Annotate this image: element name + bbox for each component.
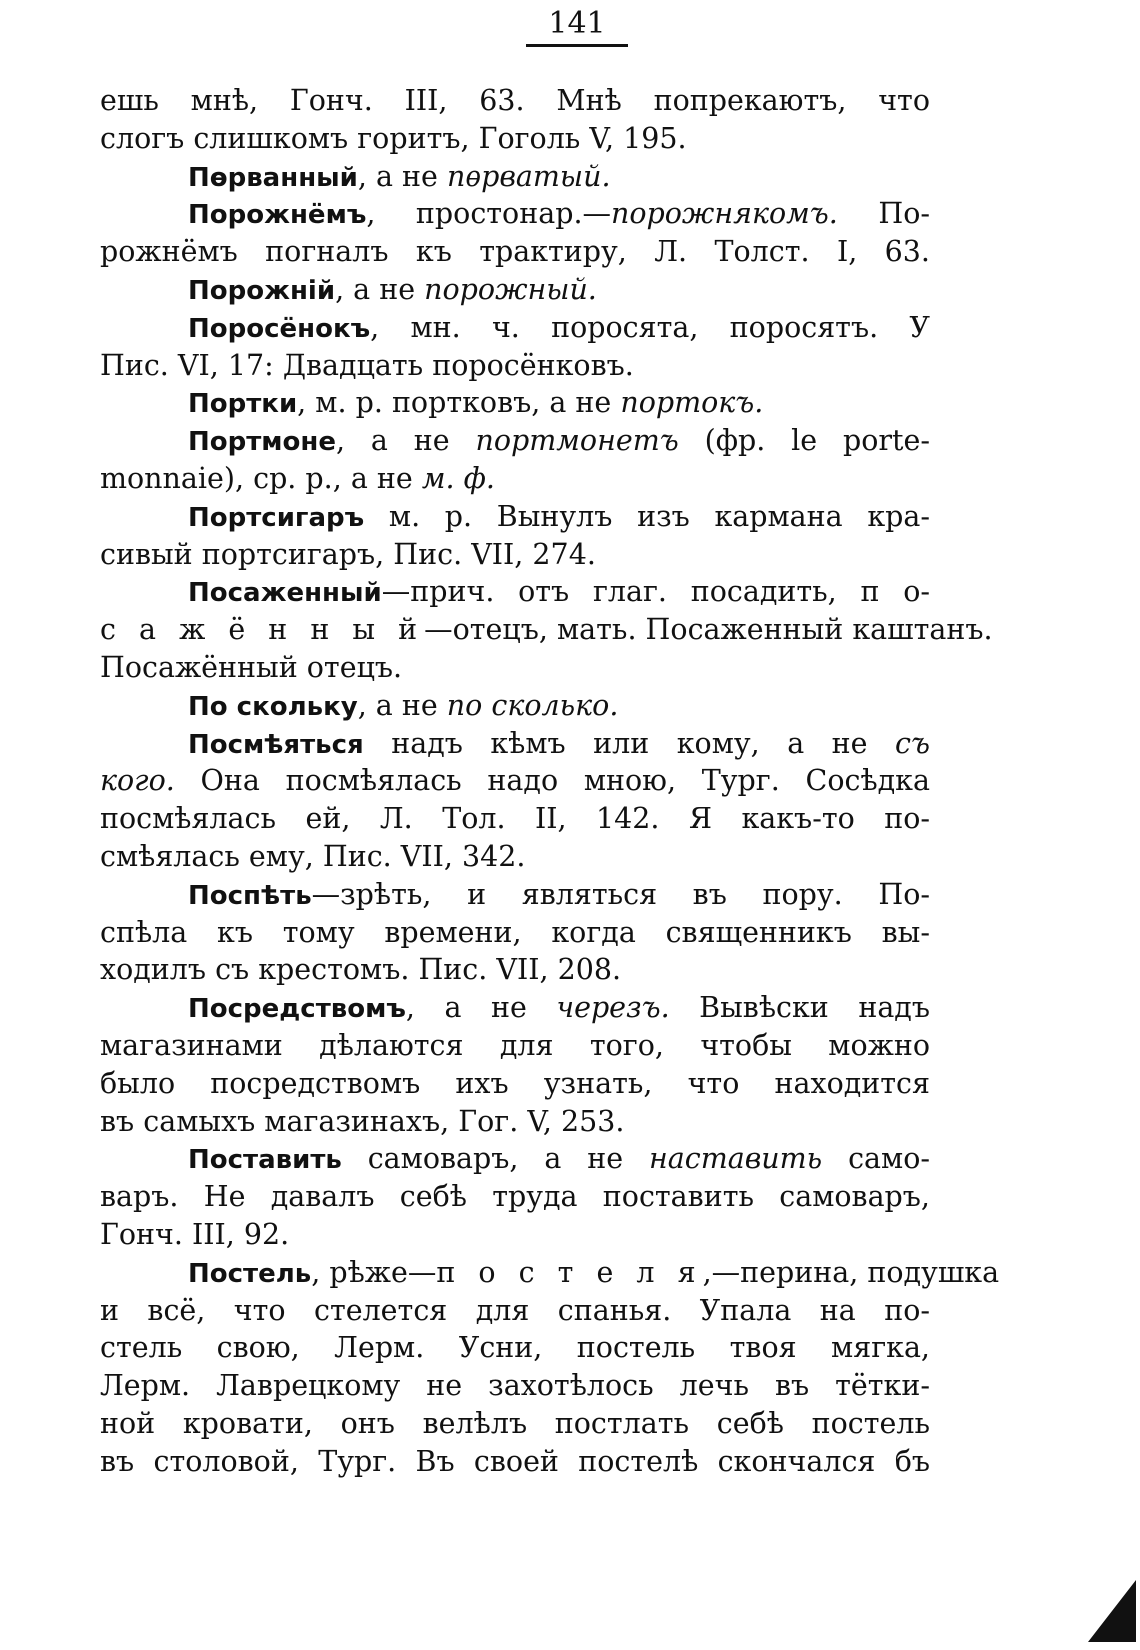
text-segment: (фр. le porte- [678, 424, 930, 458]
text-line [100, 1065, 930, 1103]
headword: Поросёнокъ [188, 313, 371, 344]
spaced-variant: п о с т е л я [436, 1255, 703, 1289]
text-segment: магазинами дѣлаются для того, чтобы можно [100, 1028, 930, 1062]
headword: Портсигаръ [188, 502, 365, 533]
headword: Порожній [188, 275, 336, 306]
text-line [100, 1254, 1000, 1292]
text-segment: По- [837, 197, 930, 231]
text-segment: и всё, что стелется для спанья. Упала на по- [100, 1293, 930, 1327]
text-segment: спѣла къ тому времени, когда священникъ вы- [100, 915, 930, 949]
text-line [100, 233, 930, 271]
headword: Посмѣяться [188, 729, 364, 760]
text-line [100, 876, 930, 914]
text-segment: , а не [357, 159, 447, 193]
text-segment: рожнёмъ погналъ къ трактиру, Л. Толст. I, 63. [100, 235, 930, 269]
incorrect-form: наставить [648, 1142, 823, 1176]
text-line [100, 725, 930, 763]
text-line [100, 120, 930, 158]
text-line [100, 1140, 930, 1178]
text-segment: ,—перина, подушка [702, 1255, 1000, 1289]
text-line [100, 951, 930, 989]
text-segment: Гонч. III, 92. [100, 1217, 290, 1251]
text-segment: , а не [335, 272, 425, 306]
text-segment: сивый портсигаръ, Пис. VII, 274. [100, 537, 596, 571]
text-line [100, 687, 930, 725]
text-segment: м. р. Вынулъ изъ кармана кра- [364, 499, 930, 533]
text-segment: Пис. VI, 17: Двадцать поросёнковъ. [100, 348, 634, 382]
text-line [100, 1292, 930, 1330]
text-segment: надъ кѣмъ или кому, а не [363, 726, 896, 760]
text-segment: monnaie), ср. р., а не [100, 461, 422, 495]
headword: Пѳрванный [188, 162, 358, 193]
text-line [100, 914, 930, 952]
incorrect-form: порожнякомъ. [611, 197, 838, 231]
text-segment: само- [822, 1142, 930, 1176]
text-segment: Она посмѣялась надо мною, Тург. Сосѣдка [174, 764, 930, 798]
text-segment: самоваръ, а не [341, 1142, 649, 1176]
text-segment: варъ. Не давалъ себѣ труда поставить самоваръ, [100, 1180, 930, 1214]
text-segment: въ самыхъ магазинахъ, Гог. V, 253. [100, 1104, 625, 1138]
text-segment: стель свою, Лерм. Усни, постель твоя мягка, [100, 1331, 930, 1365]
text-segment: было посредствомъ ихъ узнать, что находится [100, 1066, 930, 1100]
text-line [100, 1329, 930, 1367]
headword: Посредствомъ [188, 994, 406, 1025]
headword: Порожнёмъ [188, 200, 367, 231]
text-line [100, 800, 930, 838]
text-line [100, 649, 930, 687]
text-line [100, 762, 930, 800]
text-segment: слогъ слишкомъ горитъ, Гоголь V, 195. [100, 121, 687, 155]
text-line [100, 422, 930, 460]
incorrect-form: пѳрватый. [446, 159, 611, 193]
text-line [100, 1443, 930, 1481]
dictionary-text [100, 82, 1000, 1480]
text-segment: , рѣже— [311, 1255, 437, 1289]
incorrect-form: по сколько. [446, 688, 619, 722]
text-line [100, 1103, 930, 1141]
text-segment: , простонар.— [366, 197, 612, 231]
incorrect-form: порожный. [424, 272, 597, 306]
headword: Портмоне [188, 427, 337, 458]
text-line [100, 82, 930, 120]
text-segment: ной кровати, онъ велѣлъ постлать себѣ постель [100, 1406, 930, 1440]
text-line [100, 195, 930, 233]
incorrect-form: кого. [100, 764, 175, 798]
incorrect-form: м. ф. [421, 461, 495, 495]
incorrect-form: черезъ. [556, 991, 670, 1025]
text-line [100, 573, 930, 611]
headword: Поставить [188, 1145, 342, 1176]
text-segment: —отецъ, мать. Посаженный каштанъ. [424, 613, 993, 647]
page-corner-shadow [1088, 1580, 1136, 1642]
headword: Портки [188, 389, 298, 420]
text-segment: , а не [336, 424, 476, 458]
text-line [100, 347, 930, 385]
text-line [100, 611, 993, 649]
text-line [100, 158, 930, 196]
incorrect-form: портокъ. [620, 386, 764, 420]
headword: По скольку [188, 691, 358, 722]
text-line [100, 536, 930, 574]
spaced-variant: с а ж ё н н ы й [100, 613, 425, 647]
page-number: 141 [526, 6, 627, 47]
text-line [100, 460, 930, 498]
text-segment: смѣялась ему, Пис. VII, 342. [100, 839, 526, 873]
text-line [100, 838, 930, 876]
page-header [0, 6, 1140, 47]
text-line [100, 1027, 930, 1065]
text-line [100, 989, 930, 1027]
text-segment: , а не [357, 688, 447, 722]
text-line [100, 271, 930, 309]
headword: Посаженный [188, 578, 382, 609]
text-segment: , а не [405, 991, 557, 1025]
text-segment: Вывѣски надъ [669, 991, 930, 1025]
incorrect-form: портмонетъ [475, 424, 679, 458]
text-segment: —прич. отъ глаг. посадить, п о- [381, 575, 930, 609]
headword: Постель [188, 1258, 312, 1289]
text-segment: ходилъ съ крестомъ. Пис. VII, 208. [100, 953, 622, 987]
headword: Поспѣть [188, 880, 312, 911]
text-segment: —зрѣть, и являться въ пору. По- [311, 877, 930, 911]
text-line [100, 1178, 930, 1216]
text-segment: ешь мнѣ, Гонч. III, 63. Мнѣ попрекаютъ, что [100, 84, 930, 117]
text-segment: посмѣялась ей, Л. Тол. II, 142. Я какъ-то по- [100, 802, 930, 836]
text-line [100, 309, 930, 347]
text-segment: , м. р. портковъ, а не [297, 386, 621, 420]
text-segment: Лерм. Лаврецкому не захотѣлось лечь въ тётки- [100, 1369, 930, 1403]
text-segment: въ столовой, Тург. Въ своей постелѣ скончался бъ [100, 1444, 930, 1478]
text-segment: Посажённый отецъ. [100, 650, 403, 684]
text-segment: , мн. ч. поросята, поросятъ. У [370, 310, 930, 344]
text-line [100, 1405, 930, 1443]
text-line [100, 1216, 930, 1254]
text-line [100, 498, 930, 536]
text-line [100, 384, 930, 422]
incorrect-form: съ [895, 726, 930, 760]
text-line [100, 1367, 930, 1405]
